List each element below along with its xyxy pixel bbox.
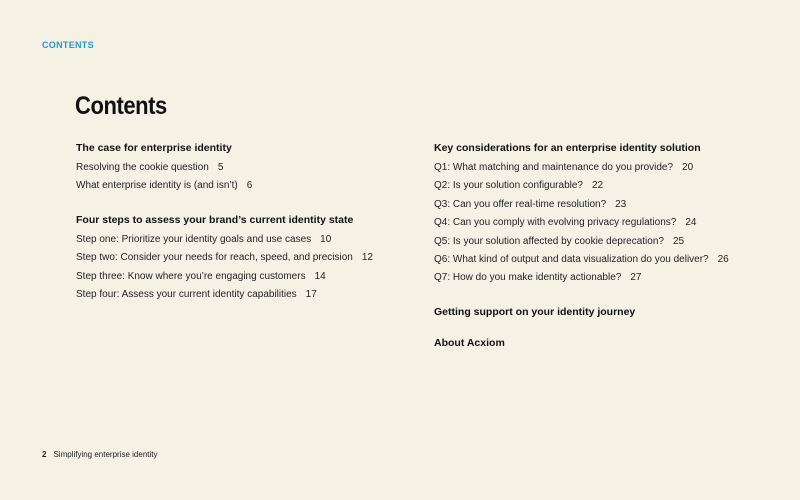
toc-entry[interactable]	[76, 249, 396, 267]
toc-entry-text: What enterprise identity is (and isn’t)	[76, 180, 238, 192]
toc-entry[interactable]	[434, 233, 774, 251]
toc-right-column	[434, 141, 774, 367]
toc-entry-text: Q6: What kind of output and data visualization do you deliver?	[434, 254, 709, 266]
toc-entry-page: 23	[615, 198, 627, 210]
toc-entry-page: 20	[682, 162, 694, 173]
toc-entry-text: Step three: Know where you’re engaging customers	[76, 270, 306, 282]
toc-entry-page: 27	[630, 272, 642, 284]
toc-entry-page: 22	[591, 180, 604, 192]
toc-entry-page: 5	[217, 162, 224, 173]
toc-entry-text: Resolving the cookie question	[76, 162, 209, 173]
toc-entry-page: 6	[246, 180, 253, 192]
toc-entry-text: Q3: Can you offer real-time resolution?	[434, 198, 607, 210]
toc-entry-text: Q4: Can you comply with evolving privacy regulations?	[434, 217, 677, 229]
toc-entry[interactable]	[434, 196, 774, 214]
toc-entry[interactable]	[434, 214, 774, 232]
toc-entry-page: 10	[320, 233, 332, 245]
toc-entry[interactable]	[76, 159, 396, 177]
toc-section-support[interactable]: Getting support on your identity journey	[434, 305, 636, 318]
section-tag: CONTENTS	[42, 40, 94, 50]
toc-entry-text: Step four: Assess your current identity capabilities	[76, 289, 297, 301]
toc-group	[434, 305, 774, 319]
toc-entry[interactable]	[76, 286, 396, 304]
toc-entry-text: Step one: Prioritize your identity goals and use cases	[76, 233, 312, 245]
toc-entry-page: 12	[361, 252, 373, 264]
toc-entry[interactable]	[434, 159, 774, 177]
toc-entry-page: 26	[717, 254, 729, 266]
page-title: Contents	[75, 92, 167, 120]
toc-entry-text: Q5: Is your solution affected by cookie deprecation?	[434, 235, 664, 247]
toc-entry-text: Q7: How do you make identity actionable?	[434, 272, 622, 284]
toc-entry-text: Step two: Consider your needs for reach, speed, and precision	[76, 252, 353, 264]
footer-page-number: 2	[42, 450, 47, 459]
toc-entry[interactable]	[76, 268, 396, 286]
toc-group-heading[interactable]: Key considerations for an enterprise identity solution	[434, 142, 701, 154]
toc-entry-text: Q1: What matching and maintenance do you provide?	[434, 162, 674, 173]
toc-entry[interactable]	[434, 269, 774, 287]
toc-group	[434, 141, 774, 288]
toc-entry-text: Q2: Is your solution configurable?	[434, 180, 583, 192]
toc-entry[interactable]	[434, 177, 774, 195]
footer-doc-title: Simplifying enterprise identity	[53, 450, 158, 459]
toc-entry-page: 17	[305, 289, 317, 301]
toc-group	[76, 213, 396, 305]
page-footer	[42, 450, 158, 460]
toc-group-heading[interactable]: The case for enterprise identity	[76, 142, 232, 154]
toc-entry[interactable]	[76, 231, 396, 249]
toc-left-column	[76, 141, 396, 321]
toc-group	[434, 336, 774, 350]
toc-section-about[interactable]: About Acxiom	[434, 336, 505, 349]
toc-entry-page: 14	[314, 270, 326, 282]
toc-entry[interactable]	[434, 251, 774, 269]
toc-entry-page: 24	[685, 217, 697, 229]
toc-group	[76, 141, 396, 196]
toc-entry[interactable]	[76, 177, 396, 195]
toc-entry-page: 25	[672, 235, 685, 247]
toc-group-heading[interactable]: Four steps to assess your brand’s current identity state	[76, 213, 354, 226]
